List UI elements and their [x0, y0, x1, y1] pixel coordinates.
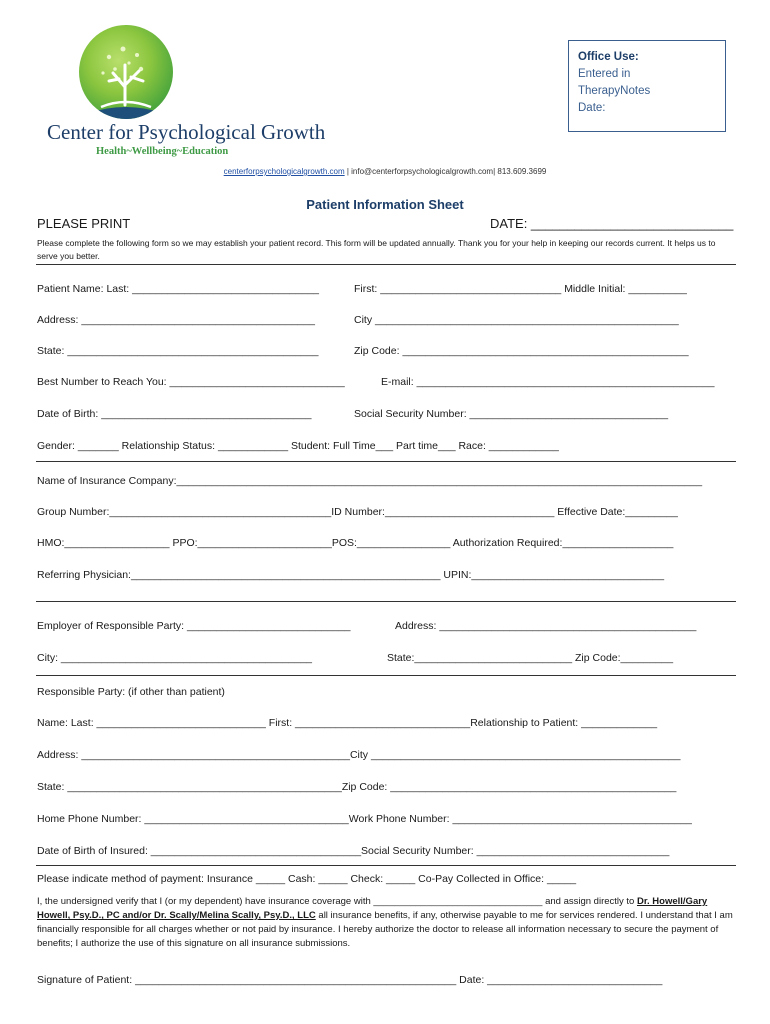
patient-address-field[interactable]: Address: ________________________________________: [37, 314, 315, 326]
logo-tree-icon: [79, 25, 173, 119]
responsible-state-zip-row[interactable]: State: _______________________________________________Zip Code: _________________________________________________: [37, 781, 677, 793]
insured-dob-ssn-row[interactable]: Date of Birth of Insured: ____________________________________Social Security Number: _________________________________: [37, 845, 670, 857]
contact-line: [0, 167, 770, 176]
employer-state-zip-field[interactable]: State:___________________________ Zip Code:_________: [387, 652, 674, 664]
patient-state-field[interactable]: State: ___________________________________________: [37, 345, 319, 357]
insurance-company-field[interactable]: Name of Insurance Company:__________________________________________________________________________________________: [37, 475, 703, 487]
please-print-label: PLEASE PRINT: [37, 216, 131, 231]
office-use-title: Office Use:: [578, 51, 639, 63]
section-divider: [36, 264, 736, 265]
gender-status-row[interactable]: Gender: _______ Relationship Status: ____________ Student: Full Time___ Part time___ Race: ____________: [37, 440, 559, 452]
section-divider: [36, 601, 736, 602]
form-title: Patient Information Sheet: [306, 197, 464, 212]
org-name: Center for Psychological Growth: [47, 120, 326, 144]
responsible-address-row[interactable]: Address: ______________________________________________City _____________________________________________________: [37, 749, 681, 761]
group-id-row[interactable]: Group Number:______________________________________ID Number:_____________________________ Effective Date:_________: [37, 506, 678, 518]
employer-city-field[interactable]: City: ___________________________________________: [37, 652, 313, 664]
responsible-name-row[interactable]: Name: Last: _____________________________ First: ______________________________Relationship to Patient: _____________: [37, 717, 658, 729]
plan-type-row[interactable]: HMO:__________________ PPO:_______________________POS:________________ Authorization Required:___________________: [37, 537, 674, 549]
phone-numbers-row[interactable]: Home Phone Number: ___________________________________Work Phone Number: _________________________________________: [37, 813, 692, 825]
best-number-field[interactable]: Best Number to Reach You: ______________________________: [37, 376, 345, 388]
consent-part-a: I, the undersigned verify that I (or my dependent) have insurance coverage with ________________________________ and assign directly to: [37, 896, 637, 907]
patient-zip-field[interactable]: Zip Code: _________________________________________________: [354, 345, 689, 357]
section-divider: [36, 865, 736, 866]
form-intro-text: Please complete the following form so we may establish your patient record. This form will be updated annually. Thank you for your help in keeping our records current. It helps us to serve you better.: [37, 238, 716, 261]
office-use-box: [568, 40, 726, 132]
consent-part-b: all insurance benefits, if any, otherwise payable to me for services rendered. I understand that I am financially responsible for all charges whether or not paid by insurance. I hereby authorize the doctor to release all information necessary to secure the payment of benefits; I authorize the use of this signature on all insurance submissions.: [37, 910, 733, 949]
employer-field[interactable]: Employer of Responsible Party: ____________________________: [37, 620, 351, 632]
referring-physician-row[interactable]: Referring Physician:_____________________________________________________ UPIN:_________________________________: [37, 569, 665, 581]
responsible-party-header: Responsible Party: (if other than patient): [37, 686, 225, 698]
patient-city-field[interactable]: City ____________________________________________________: [354, 314, 679, 326]
patient-signature-row[interactable]: Signature of Patient: _______________________________________________________ Date: ______________________________: [37, 974, 663, 986]
office-use-line: Entered in: [578, 68, 631, 80]
section-divider: [36, 675, 736, 676]
org-tagline: Health~Wellbeing~Education: [96, 146, 229, 157]
employer-address-field[interactable]: Address: ____________________________________________: [395, 620, 697, 632]
website-link[interactable]: centerforpsychologicalgrowth.com: [223, 167, 345, 176]
patient-first-name-field[interactable]: First: _______________________________ Middle Initial: __________: [354, 283, 687, 295]
patient-ssn-field[interactable]: Social Security Number: __________________________________: [354, 408, 669, 420]
patient-last-name-field[interactable]: Patient Name: Last: ________________________________: [37, 283, 319, 295]
office-use-date: Date:: [578, 102, 606, 114]
contact-details: | info@centerforpsychologicalgrowth.com| 813.609.3699: [344, 167, 547, 176]
insurance-consent-text: [37, 895, 737, 951]
consent-doctors: Dr. Howell/Gary Howell, Psy.D., PC and/or Dr. Scally/Melina Scally, Psy.D., LLC: [37, 896, 708, 921]
form-date-field[interactable]: DATE: ____________________________: [490, 216, 734, 231]
office-use-line: TherapyNotes: [578, 85, 651, 97]
patient-dob-field[interactable]: Date of Birth: ____________________________________: [37, 408, 312, 420]
email-field[interactable]: E-mail: ___________________________________________________: [381, 376, 715, 388]
payment-method-row[interactable]: Please indicate method of payment: Insurance _____ Cash: _____ Check: _____ Co-Pay Collected in Office: _____: [37, 873, 577, 885]
section-divider: [36, 461, 736, 462]
